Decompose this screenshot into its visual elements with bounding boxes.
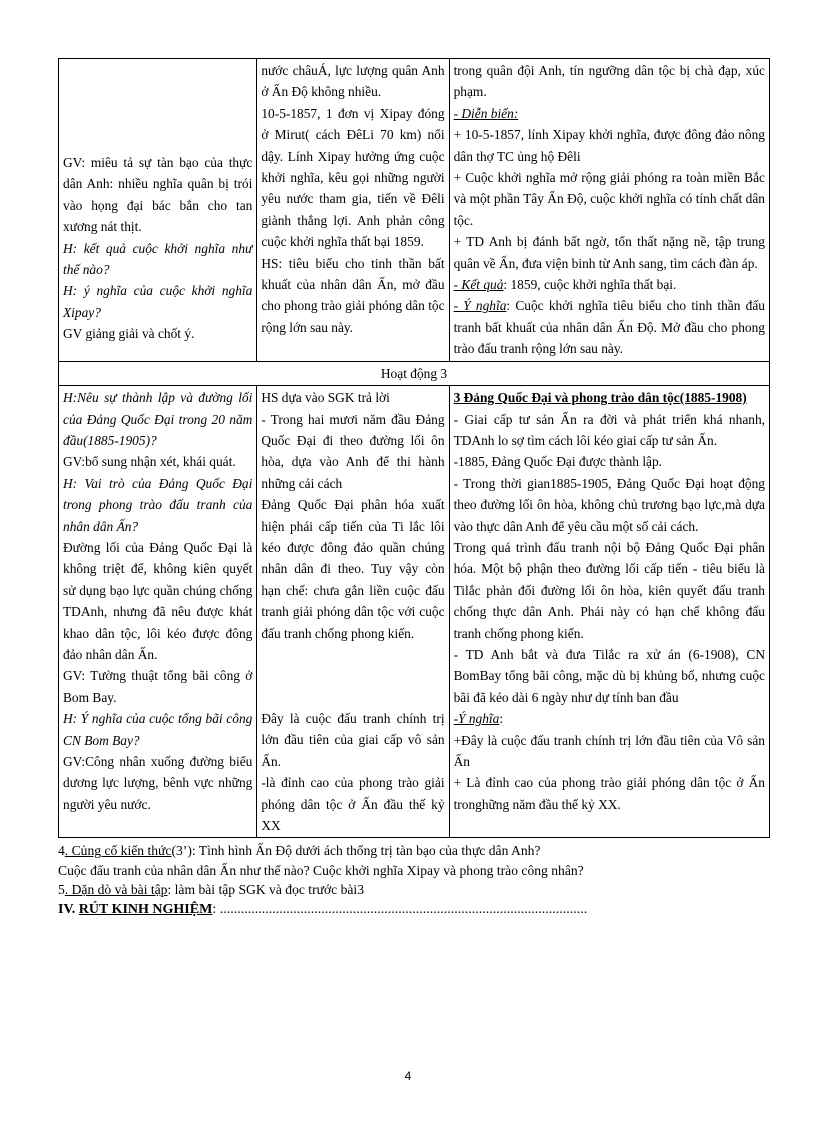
page-number: 4 [404, 1069, 412, 1083]
table-row [59, 361, 770, 385]
content-text: - Trong thời gian1885-1905, Đảng Quốc Đại hoạt động theo đường lối ôn hòa, không chủ trương bạo lực,mà dựa vào thực dân Anh để yêu cầu một số cải cách. [453, 475, 765, 534]
teacher-column [59, 386, 257, 838]
teacher-note: GV:Công nhân xuống đường biểu dương lực lượng, bênh vực những người yêu nước. [63, 754, 253, 812]
homework-text: : làm bài tập SGK và đọc trước bài3 [167, 882, 364, 898]
section-label: - Kết quả [453, 277, 504, 293]
section-number: IV. [58, 901, 79, 917]
section-heading: 3 Đảng Quốc Đại và phong trào dân tộc(1885-1908) [453, 390, 747, 406]
dotted-line: : ......................................................................................................... [212, 901, 588, 917]
student-column [257, 59, 449, 362]
content-text: + Cuộc khởi nghĩa mở rộng giải phóng ra toàn miền Bắc và một phần Tây Ấn Độ, cuộc khởi nghĩa có tính chất dân tộc. [453, 170, 765, 228]
content-text [454, 274, 765, 295]
content-inline: : [499, 711, 504, 727]
content-text: +Đây là cuộc đấu tranh chính trị lớn đầu tiên của Vô sản Ấn [453, 732, 765, 769]
content-text: - TD Anh bắt và đưa Tilắc ra xử án (6-1908), CN BomBay tổng bãi công, mặc dù bị khủng bố, nhưng cuộc bãi đã kéo dài 6 ngày như dự tính ban đầu [453, 646, 765, 705]
teacher-column [59, 59, 257, 362]
content-text: - Giai cấp tư sản Ấn ra đời và phát triển khá nhanh, TDAnh lo sợ tìm cách lôi kéo giai cấp tư sản Ấn. [453, 411, 765, 448]
content-text: + 10-5-1857, lính Xipay khởi nghĩa, được đông đảo nông dân thợ TC ủng hộ Đêli [453, 127, 765, 164]
section-label: . Củng cố kiến thức [64, 843, 172, 859]
content-text: -1885, Đảng Quốc Đại được thành lập. [453, 454, 663, 470]
content-text [454, 708, 765, 729]
teacher-question: H: Ý nghĩa của cuộc tổng bãi công CN Bom Bay? [63, 711, 253, 748]
student-text: HS: tiêu biểu cho tinh thần bất khuất của nhân dân Ấn, mở đầu cho phong trào giải phóng dân tộc rộng lớn sau này. [261, 255, 445, 335]
teacher-question: H: ý nghĩa của cuộc khởi nghĩa Xipay? [63, 283, 253, 320]
teacher-note: GV: Tường thuật tổng bãi công ở Bom Bay. [63, 668, 253, 705]
content-text: trong quân đội Anh, tín ngưỡng dân tộc bị chà đạp, xúc phạm. [453, 63, 765, 100]
question-text: Tình hình Ấn Độ dưới ách thống trị tàn bạo của thực dân Anh? [195, 843, 541, 859]
section-label: RÚT KINH NGHIỆM [78, 901, 213, 917]
teacher-question: H: kết quả cuộc khởi nghĩa như thế nào? [63, 240, 253, 278]
lessons-learned-line [58, 900, 770, 920]
lesson-table [58, 58, 770, 838]
teacher-question: H:Nêu sự thành lập và đường lối của Đảng Quốc Đại trong 20 năm đầu(1885-1905)? [63, 390, 253, 448]
section-label: . Dặn dò và bài tập [64, 882, 168, 898]
content-column [449, 59, 769, 362]
student-text: 10-5-1857, 1 đơn vị Xipay đóng ở Mirut( cách ĐêLi 70 km) nổi dậy. Lính Xipay hưởng ứng cuộc khởi nghĩa, kêu gọi những người yêu nước tham gia, tiến về Đêli giành thắng lợi. Anh phản công cuộc khởi nghĩa thất bại 1859. [261, 105, 445, 250]
homework-line [58, 880, 770, 900]
table-row [59, 59, 770, 362]
document-page [58, 58, 770, 919]
student-text: Đảng Quốc Đại phân hóa xuất hiện phái cấp tiến của Ti lắc lôi kéo được đông đảo quần chúng nhân dân đi theo. Tuy vậy còn hạn chế: chưa gắn liền cuộc đấu tranh giải phóng dân tộc với cuộc đấu tranh chống phong kiến. [261, 497, 445, 641]
content-inline: : 1859, cuộc khởi nghĩa thất bại. [503, 277, 677, 293]
student-text: nước châuÁ, lực lượng quân Anh ở Ấn Độ không nhiều. [261, 63, 445, 100]
student-column [257, 386, 449, 838]
content-text: + Là đỉnh cao của phong trào giải phóng dân tộc ở Ấn tronghững năm đầu thế kỷ XX. [453, 775, 765, 812]
table-row [59, 386, 770, 838]
teacher-note: GV: miêu tả sự tàn bạo của thực dân Anh: nhiều nghĩa quân bị trói vào họng đại bác bắn cho tan xương nát thịt. [63, 155, 253, 235]
section-number: 4 [58, 843, 65, 859]
teacher-note: GV:bổ sung nhận xét, khái quát. [63, 454, 236, 470]
teacher-note: GV giảng giải và chốt ý. [63, 326, 195, 342]
section-label: -Ý nghĩa [453, 711, 500, 727]
student-text: HS dựa vào SGK trả lời [261, 390, 390, 406]
question-text: Cuộc đấu tranh của nhân dân Ấn như thế nào? Cuộc khởi nghĩa Xipay và phong trào công nhân? [58, 862, 584, 878]
teacher-question: H: Vai trò của Đảng Quốc Đại trong phong trào đấu tranh của nhân dân Ấn? [63, 475, 253, 534]
section-time: (3’): [171, 843, 196, 859]
content-text: + TD Anh bị đánh bất ngờ, tổn thất nặng nề, tập trung quân về Ấn, đưa viện binh từ Anh sang, tìm cách đàn áp. [453, 234, 765, 271]
content-text: Trong quá trình đấu tranh nội bộ Đảng Quốc Đại phân hóa. Một bộ phận theo đường lối cấp tiến - tiêu biểu là Tilắc phản đối đường lối ôn hòa, kiên quyết đấu tranh chống thực dân Anh. Phái này có hạn chế không đấu tranh chống phong kiến. [453, 539, 765, 641]
section-number: 5 [58, 882, 65, 898]
content-column [449, 386, 769, 838]
student-text: Đây là cuộc đấu tranh chính trị lớn đầu tiên của giai cấp vô sản Ấn. [261, 710, 445, 769]
activity-header: Hoạt động 3 [59, 361, 770, 385]
lesson-footer [58, 841, 770, 919]
student-text: - Trong hai mươi năm đầu Đảng Quốc Đại đi theo đường lối ôn hòa, dựa vào Anh để thi hành những cải cách [261, 411, 445, 491]
consolidate-line [58, 841, 770, 861]
content-inline: : Cuộc khởi nghĩa tiêu biểu cho tinh thần đấu tranh bất khuất của nhân dân Ấn Độ. Mở đầu cho phong trào đấu tranh rộng lớn sau này. [453, 298, 765, 357]
section-label: - Diễn biến: [453, 105, 519, 121]
teacher-note: Đường lối của Đảng Quốc Đại là không triệt để, không kiên quyết sử dụng bạo lực quần chúng chống TDAnh, nhưng đã nêu được khát khao dân tộc, lôi kéo được đông đảo nhân dân Ấn. [63, 539, 253, 662]
student-text: -là đỉnh cao của phong trào giải phóng dân tộc ở Ấn đầu thế kỷ XX [261, 775, 445, 833]
section-label: - Ý nghĩa [453, 298, 507, 314]
content-text [454, 295, 765, 359]
